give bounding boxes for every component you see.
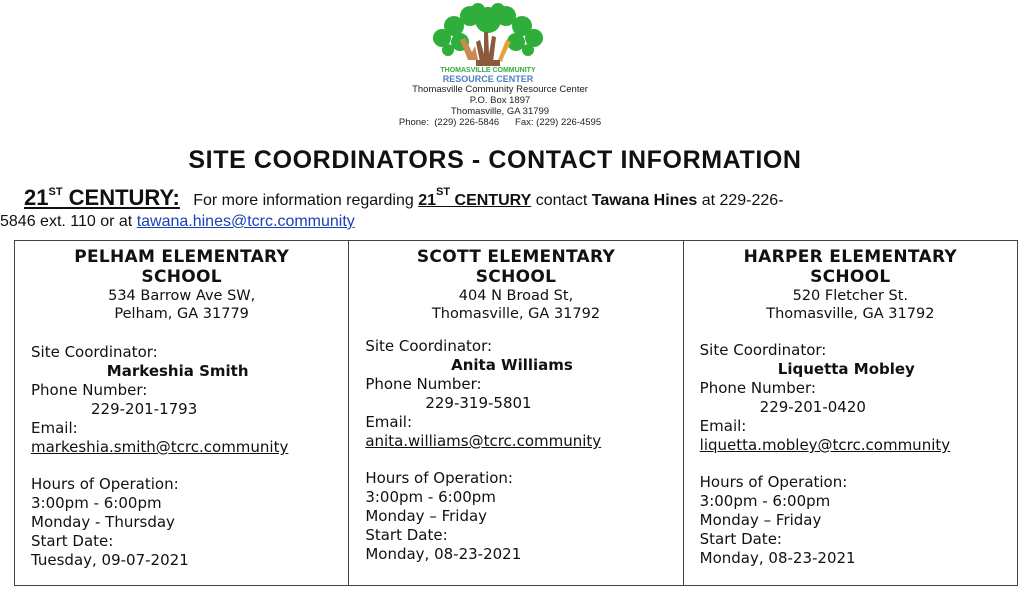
school-address: 534 Barrow Ave SW, Pelham, GA 31779 bbox=[108, 288, 256, 322]
hours-value: 3:00pm - 6:00pm bbox=[365, 488, 496, 506]
hours-value: 3:00pm - 6:00pm bbox=[699, 492, 831, 510]
phone-number: 229-201-0420 bbox=[759, 398, 866, 416]
sites-table bbox=[14, 240, 1018, 586]
phone-label: Phone Number: bbox=[365, 375, 482, 393]
program-name: 21ST CENTURY bbox=[418, 186, 532, 209]
school-address: 520 Fletcher St. Thomasville, GA 31792 bbox=[766, 288, 935, 322]
logo-text-bottom: RESOURCE CENTER bbox=[442, 74, 534, 84]
century-text-2: contact bbox=[531, 192, 592, 209]
coordinator-name: Markeshia Smith bbox=[106, 362, 249, 380]
century-text-4: 5846 ext. 110 or at bbox=[0, 213, 137, 230]
start-label: Start Date: bbox=[31, 532, 114, 550]
org-name: Thomasville Community Resource Center bbox=[412, 84, 588, 95]
po-box: P.O. Box 1897 bbox=[469, 95, 531, 106]
days-value: Monday - Thursday bbox=[31, 513, 175, 531]
start-date: Monday, 08-23-2021 bbox=[699, 549, 856, 567]
contact-email-link[interactable]: tawana.hines@tcrc.community bbox=[136, 213, 355, 230]
site-cell-scott bbox=[349, 241, 683, 586]
coordinator-label: Site Coordinator: bbox=[699, 341, 827, 359]
email-label: Email: bbox=[365, 413, 412, 431]
hours-value: 3:00pm - 6:00pm bbox=[31, 494, 162, 512]
start-date: Tuesday, 09-07-2021 bbox=[31, 551, 189, 569]
coordinator-label: Site Coordinator: bbox=[31, 343, 158, 361]
hours-label: Hours of Operation: bbox=[699, 473, 848, 491]
org-address-block bbox=[0, 84, 1000, 128]
century-label: 21ST CENTURY: bbox=[24, 185, 180, 210]
email-link[interactable]: liquetta.mobley@tcrc.community bbox=[699, 436, 951, 454]
start-label: Start Date: bbox=[365, 526, 448, 544]
phone-label: Phone Number: bbox=[31, 381, 148, 399]
century-text-1: For more information regarding bbox=[193, 192, 419, 209]
school-name: PELHAM ELEMENTARY SCHOOL bbox=[74, 247, 290, 287]
phone-label: Phone Number: bbox=[699, 379, 816, 397]
coordinator-label: Site Coordinator: bbox=[365, 337, 493, 355]
contact-name: Tawana Hines bbox=[591, 192, 698, 209]
hours-label: Hours of Operation: bbox=[31, 475, 179, 493]
email-label: Email: bbox=[31, 419, 78, 437]
start-date: Monday, 08-23-2021 bbox=[365, 545, 522, 563]
site-cell-harper bbox=[683, 241, 1017, 586]
phone-fax: Phone: (229) 226-5846 Fax: (229) 226-4595 bbox=[398, 117, 602, 128]
days-value: Monday – Friday bbox=[699, 511, 822, 529]
page-title: SITE COORDINATORS - CONTACT INFORMATION bbox=[188, 146, 802, 174]
start-label: Start Date: bbox=[699, 530, 782, 548]
email-label: Email: bbox=[699, 417, 747, 435]
phone-number: 229-201-1793 bbox=[91, 400, 198, 418]
tcrc-logo bbox=[420, 2, 556, 84]
logo-text-top: THOMASVILLE COMMUNITY bbox=[440, 67, 536, 74]
city-line: Thomasville, GA 31799 bbox=[450, 106, 550, 117]
phone-number: 229-319-5801 bbox=[425, 394, 532, 412]
tree-hands-logo-icon bbox=[420, 2, 556, 84]
email-link[interactable]: markeshia.smith@tcrc.community bbox=[31, 438, 289, 456]
century-text-3: at 229-226- bbox=[697, 192, 784, 209]
coordinator-name: Liquetta Mobley bbox=[777, 360, 915, 378]
site-cell-pelham bbox=[15, 241, 349, 586]
school-address: 404 N Broad St, Thomasville, GA 31792 bbox=[431, 288, 601, 322]
century-info bbox=[0, 180, 1014, 231]
table-row bbox=[15, 241, 1018, 586]
coordinator-name: Anita Williams bbox=[451, 356, 573, 374]
school-name: HARPER ELEMENTARY SCHOOL bbox=[743, 247, 958, 287]
days-value: Monday – Friday bbox=[365, 507, 488, 525]
email-link[interactable]: anita.williams@tcrc.community bbox=[365, 432, 602, 450]
hours-label: Hours of Operation: bbox=[365, 469, 513, 487]
school-name: SCOTT ELEMENTARY SCHOOL bbox=[416, 247, 616, 287]
